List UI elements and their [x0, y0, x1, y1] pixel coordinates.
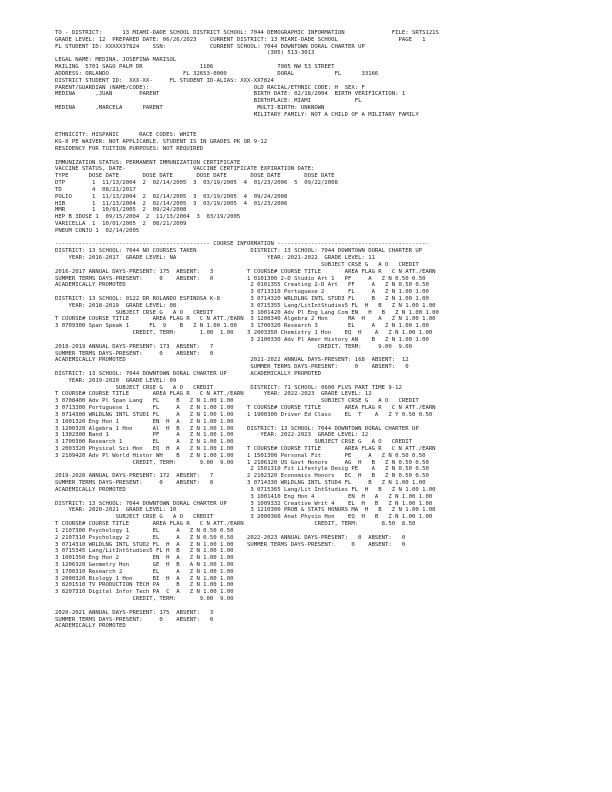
transcript-line: FL STUDENT ID: XXXXX37824 SSN: CURRENT SCHOOL: 7044 DOWNTOWN DORAL CHARTER UP — [55, 43, 365, 50]
transcript-line: TD 4 08/21/2017 — [55, 186, 136, 193]
transcript-line: DISTRICT: 13 SCHOOL: 7044 NO COURSES TAKEN DISTRICT: 13 SCHOOL: 7044 DOWNTOWN DORAL CHARTER UP — [55, 248, 423, 255]
transcript-line: CREDIT, TERM: 9.00 9.00 — [55, 596, 234, 603]
transcript-line: YEAR: 2020-2021 GRADE LEVEL: 10 3 1210300 PROB & STATS HONORS MA H B Z N 1.00 1.00 — [55, 507, 436, 514]
transcript-line: SUBJECT CRSE G A O CREDIT — [55, 261, 419, 268]
transcript-line: 2 2107310 Psychology 2 EL A Z N 0.50 0.50 2022-2023 ANNUAL DAYS-PRESENT: 0 ABSENT: 0 — [55, 534, 406, 541]
transcript-line: ADDRESS: ORLANDO FL 32653-0000 DORAL FL 33166 — [55, 70, 379, 77]
transcript-line: MMR 1 10/01/2005 2 09/24/2008 — [55, 207, 187, 214]
transcript-line: 3 1700300 Research 1 EL A Z N 1.00 1.00 SUBJECT CRSE G A O CREDIT — [55, 439, 412, 446]
transcript-line: 3 1200320 Algebra 1 Hon Al H B Z N 1.00 1.00 DISTRICT: 13 SCHOOL: 7044 DOWNTOWN DORAL CHARTER UP — [55, 425, 419, 432]
transcript-line: HEP B 3DOSE 1 09/15/2004 2 11/13/2004 3 03/19/2005 — [55, 214, 241, 221]
transcript-line: SUMMER TERMS DAYS-PRESENT: 0 ABSENT: 0 1 0101300 2-D Studio Art 1 PF A Z N 0.50 0.50 — [55, 275, 426, 282]
transcript-line: DISTRICT: 13 SCHOOL: 7044 DOWNTOWN DORAL CHARTER UP ACADEMICALLY PROMOTED — [55, 371, 322, 377]
transcript-line: 3 0709300 Span Speak 1 FL 9 B Z N 1.00 1.00 3 1700320 Research 3 EL A Z N 1.00 1.00 — [55, 323, 429, 330]
transcript-line: IMMUNIZATION STATUS: PERMANENT IMMUNIZATION CERTIFICATE — [55, 159, 241, 166]
transcript-line: 3 0713310 Portuguese 2 FL A Z N 1.00 1.00 — [55, 289, 429, 296]
transcript-line: 3 0715345 Lang/LitIntStudies5 FL H B Z N 1.00 1.00 — [55, 548, 234, 555]
transcript-line: 3 2109420 Adv Pl World Histor WH B Z N 1.00 1.00 1 1501300 Personal Fit PE A Z N 0.50 0.50 — [55, 452, 426, 459]
transcript-line: DTP 1 11/13/2004 2 02/14/2005 3 03/19/2005 4 01/23/2006 5 09/22/2008 — [55, 180, 338, 187]
transcript-line: ACADEMICALLY PROMOTED 2 0101355 Creating 2-D Art PF A Z N 0.50 0.50 — [55, 282, 429, 289]
transcript-line: 3 1302300 Band 1 PF A Z N 1.00 1.00 YEAR: 2022-2023 GRADE LEVEL: 12 — [55, 432, 369, 439]
transcript-line: 2020-2021 ANNUAL DAYS-PRESENT: 175 ABSENT: 3 — [55, 609, 214, 616]
transcript-line: 3 1001410 Eng Hon 4 EN H A Z N 1.00 1.00 — [55, 493, 433, 500]
transcript-line: YEAR: 2016-2017 GRADE LEVEL: NA YEAR: 2021-2022 GRADE LEVEL: 11 — [55, 255, 375, 262]
transcript-line: GRADE LEVEL: 12 PREPARED DATE: 06/26/2023 CURRENT DISTRICT: 13 MIAMI-DADE SCHOOL PAGE 1 — [55, 36, 426, 43]
transcript-line: MEDINA ,JUAN PARENT BIRTH DATE: 02/18/2004 BIRTH VERIFICATION: 1 — [55, 91, 406, 98]
transcript-line: SUBJECT CRSE G A O CREDIT 3 1001420 Adv Pl Eng Lang Com EN H B Z N 1.00 1.00 — [55, 309, 439, 316]
transcript-line: 3 1001350 Eng Hon 2 EN H A Z N 1.00 1.00 — [55, 555, 234, 562]
transcript-line: 3 0714310 WRLDLNG INTL STUD2 FL H A Z N 1.00 1.00 SUMMER TERMS DAYS-PRESENT: 0 ABSENT: 0 — [55, 541, 406, 548]
transcript-line: DISTRICT: 13 SCHOOL: 7044 DOWNTOWN DORAL CHARTER UP 3 1009332 Creative Writ 4 EL H B Z N 1.00 1.00 — [55, 500, 433, 507]
transcript-line: 3 1001320 Eng Hon 1 EN H A Z N 1.00 1.00 — [55, 418, 234, 425]
transcript-line: ---------------------------------------------- COURSE INFORMATION --------------------------------------------- — [55, 241, 429, 248]
transcript-line: 2019-2020 ANNUAL DAYS-PRESENT: 172 ABSENT: 7 2 2102320 Economics Honors EC H B Z N 0.50 0.50 — [55, 473, 429, 480]
transcript-line: 1 2107300 Psychology 1 EL A Z N 0.50 0.50 — [55, 527, 234, 534]
transcript-line: ACADEMICALLY PROMOTED 3 0715365 Lang/Lit IntStudies FL H B Z N 1.00 1.00 — [55, 486, 436, 493]
transcript-line: DISTRICT STUDENT ID: XXX-XX- FL STUDENT ID-ALIAS: XXX-XX7824 — [55, 77, 274, 84]
transcript-line: YEAR: 2019-2020 GRADE LEVEL: 09 — [55, 377, 177, 384]
transcript-line: KG-8 PE WAIVER: NOT APPLICABLE. STUDENT IS IN GRADES PK OR 9-12 — [55, 139, 268, 146]
transcript-line: PNEUM CONJU 1 02/14/2005 — [55, 227, 140, 234]
transcript-line: 3 8201510 TV PRODUCTION TECH PA B Z N 1.00 1.00 — [55, 582, 234, 589]
transcript-line: CREDIT, TERM: 9.00 9.00 1 2106320 US Govt Honors AG H B Z N 0.50 0.50 — [55, 459, 429, 466]
transcript-line: 2 1501310 Fit Lifestyle Desig PE A Z N 0.50 0.50 — [55, 466, 429, 473]
transcript-line: TO - DISTRICT: 13 MIAMI-DADE SCHOOL DISTRICT SCHOOL: 7044 DEMOGRAPHIC INFORMATION FILE: SRTS121S — [55, 30, 439, 36]
transcript-line: 3 0713300 Portuguese 1 FL A Z N 1.00 1.00 T COURSE# COURSE TITLE AREA FLAG R C N ATT./EARN — [55, 405, 436, 412]
transcript-line: ACADEMICALLY PROMOTED 2021-2022 ANNUAL DAYS-PRESENT: 168 ABSENT: 12 — [55, 357, 409, 364]
transcript-line: SUMMER TERMS DAYS-PRESENT: 0 ABSENT: 0 3 0714330 WRLDLNG INTL STUD4 FL B Z N 1.00 1.00 — [55, 480, 426, 487]
transcript-line: 3 2000320 Biology 1 Hon BI H A Z N 1.00 1.00 — [55, 575, 234, 582]
transcript-line: CREDIT, TERM: 1.00 1.00 3 2003350 Chemistry 1 Hon EQ H A Z N 1.00 1.00 — [55, 330, 433, 337]
transcript-line: 2016-2017 ANNUAL DAYS-PRESENT: 175 ABSENT: 3 T COURSE# COURSE TITLE AREA FLAG R C N ATT./EARN — [55, 268, 436, 275]
transcript-line: T COURSE# COURSE TITLE AREA FLAG R C N ATT./EARN 3 1200340 Algebra 2 Hon MA H A Z N 1.00 1.00 — [55, 316, 436, 323]
transcript-line: HIB 1 11/13/2004 2 02/14/2005 3 03/19/2005 4 01/23/2006 — [55, 200, 288, 207]
transcript-line: SUBJECT CRSE G A O CREDIT 3 2000360 Anat Physio Hon EQ H B Z N 1.00 1.00 — [55, 514, 433, 521]
transcript-line: SUBJECT CRSE G A O CREDIT DISTRICT: 71 SCHOOL: 0600 FLVS PART TIME 9-12 — [55, 384, 402, 391]
transcript-line: 3 8207310 Digital Infor Tech PA C A Z N 1.00 1.00 — [55, 589, 234, 596]
transcript-line: SUMMER TERMS DAYS-PRESENT: 0 ABSENT: 0 — [55, 364, 409, 371]
transcript-line: 3 1700310 Research 2 EL A Z N 1.00 1.00 — [55, 568, 234, 575]
transcript-line: BIRTHPLACE: MIAMI FL — [55, 98, 362, 105]
transcript-line: 3 2100330 Adv Pl Amer History AN B Z N 1.00 1.00 — [55, 336, 429, 343]
transcript-line: (305) 513-3013 — [55, 50, 315, 57]
transcript-line: MAILING 5701 SAGO PALM DR 1106 7905 NW 53 STREET — [55, 64, 335, 71]
transcript-line: POLIO 1 11/13/2004 2 02/14/2005 3 03/19/2005 4 09/24/2008 — [55, 193, 288, 200]
transcript-line: T COURSE# COURSE TITLE AREA FLAG R C N ATT./EARN YEAR: 2022-2023 GRADE LEVEL: 12 — [55, 391, 372, 398]
transcript-line: T COURSE# COURSE TITLE AREA FLAG R C N ATT./EARN CREDIT, TERM: 8.50 8.50 — [55, 521, 416, 528]
transcript-line: VARICELLA 1 10/01/2005 2 08/21/2009 — [55, 220, 187, 227]
transcript-line: SUMMER TERMS DAYS-PRESENT: 0 ABSENT: 0 — [55, 616, 214, 623]
transcript-line: ETHNICITY: HISPANIC RACE CODES: WHITE — [55, 132, 197, 139]
transcript-line: RESIDENCY FOR TUITION PURPOSES: NOT REQUIRED — [55, 145, 204, 152]
transcript-line: TYPE DOSE DATE DOSE DATE DOSE DATE DOSE DATE DOSE DATE — [55, 173, 335, 180]
transcript-line: VACCINE STATUS, DATE- VACCINE CERTIFICATE EXPIRATION DATE: — [55, 166, 315, 173]
transcript-line: 3 2003320 Physical Sci Hon EQ H A Z N 1.00 1.00 T COURSE# COURSE TITLE AREA FLAG R C N ATT./EARN — [55, 446, 436, 453]
transcript-line: MILITARY FAMILY: NOT A CHILD OF A MILITARY FAMILY — [55, 111, 419, 118]
transcript-line: SUMMER TERMS DAYS-PRESENT: 0 ABSENT: 0 — [55, 350, 214, 357]
transcript-line: 3 0708400 Adv Pl Span Lang FL B Z N 1.00 1.00 SUBJECT CRSE G A O CREDIT — [55, 398, 419, 405]
transcript-line: 3 0714300 WRLDLNG INTL STUD1 FL A Z N 1.00 1.00 1 1900300 Driver Ed Class EL T A Z Y 0.50 0.50 — [55, 411, 433, 418]
transcript-line: 3 1206320 Geometry Hon GE H B A N 1.00 1.00 — [55, 561, 234, 568]
transcript-line: 2018-2019 ANNUAL DAYS-PRESENT: 173 ABSENT: 7 CREDIT, TERM: 9.00 9.00 — [55, 343, 412, 350]
transcript-line: MEDINA ,MARCELA PARENT MULTI-BIRTH: UNKNOWN — [55, 105, 325, 112]
transcript-line: LEGAL NAME: MEDINA, JOSEFINA MARISOL — [55, 57, 177, 64]
transcript-line: YEAR: 2018-2019 GRADE LEVEL: 08 3 0715355 Lang/LitIntStudies5 FL H B Z N 1.00 1.00 — [55, 302, 436, 309]
transcript-line: ACADEMICALLY PROMOTED — [55, 623, 126, 630]
transcript-line: PARENT/GUARDIAN (NAME/CODE): OLD RACIAL/ETHNIC CODE: H SEX: F — [55, 84, 365, 91]
transcript-line: DISTRICT: 13 SCHOOL: 0122 DR ROLANDO ESPINOSA K-8 3 0714320 WRLDLNG INTL STUD3 FL B Z N 1.00 1.00 — [55, 295, 429, 302]
